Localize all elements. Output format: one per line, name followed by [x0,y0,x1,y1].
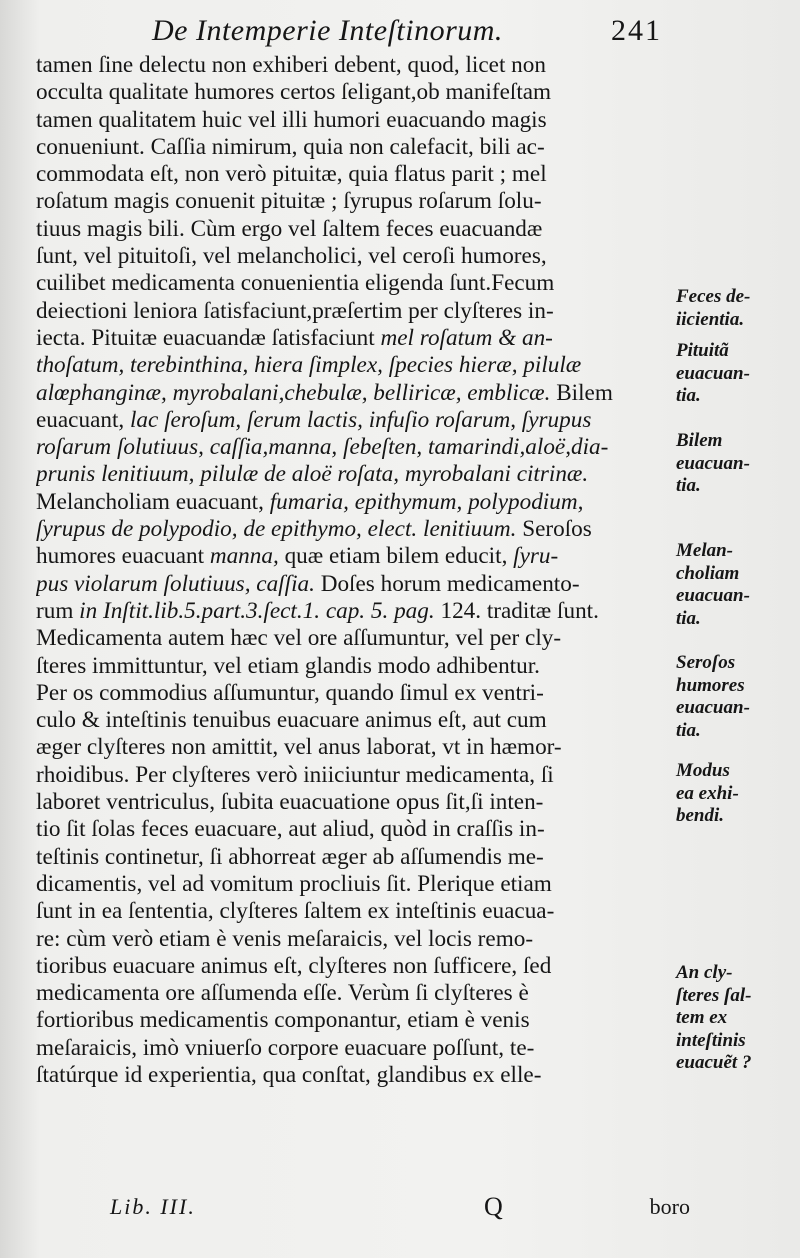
margin-note-line: inteſtinis [676,1029,746,1051]
text-line [36,516,676,543]
margin-note-line: tia. [676,607,701,629]
margin-note-line: Bilem [676,430,723,451]
text-segment: meſaraicis, imò vniuerſo corpore euacuare poſſunt, te- [36,1034,535,1061]
text-line [36,134,676,161]
margin-note [676,962,794,1075]
text-line [36,598,676,625]
margin-note-line: humores [676,674,745,696]
text-segment: cuilibet medicamenta conuenientia eligenda ſunt.Fecum [36,270,555,297]
italic-text-segment: ſyru- [513,543,559,570]
italic-text-segment: thoſatum, terebinthina, hiera ſimplex, ſpecies hieræ, pilulæ [36,352,582,379]
text-segment: 124. traditæ ſunt. [434,597,599,624]
signature-mark: Q [484,1192,503,1221]
text-line [36,953,676,980]
text-line [36,1035,676,1062]
text-segment: Doſes horum medicamento- [314,570,580,597]
text-line [36,1007,676,1034]
text-line [36,1062,676,1089]
text-segment: quæ etiam bilem educit, [278,543,514,570]
text-segment: ſunt, vel pituitoſi, vel melancholici, vel ceroſi humores, [36,243,547,270]
text-line [36,980,676,1007]
running-head: De Intemperie Inteſtinorum. [152,14,503,47]
text-line [36,79,676,106]
catchword: boro [649,1194,690,1219]
italic-text-segment: roſarum ſolutiuus, caſſia,manna, ſebeſten, tamarindi,aloë,dia- [36,434,609,461]
text-segment: ſunt in ea ſententia, clyſteres ſaltem ex inteſtinis euacua- [36,898,555,925]
text-segment: roſatum magis conuenit pituitæ ; ſyrupus roſarum ſolu- [36,188,542,215]
body-text [36,52,676,1089]
text-segment: laboret ventriculus, ſubita euacuatione opus ſit,ſi inten- [36,789,544,816]
text-segment: tio ſit ſolas feces euacuare, aut aliud, quòd in craſſis in- [36,816,545,843]
italic-text-segment: prunis lenitiuum, pilulæ de aloë roſata, myrobalani citrinæ. [36,461,589,488]
margin-note-line: Melan- [676,540,733,561]
margin-note-line: bendi. [676,805,725,826]
margin-note-line: tem ex [676,1007,728,1028]
text-line [36,489,676,516]
margin-note-line: euacuan- [676,362,750,384]
text-line [36,734,676,761]
text-line [36,270,676,297]
text-segment: Melancholiam euacuant, [36,488,270,515]
text-segment: re: cùm verò etiam è venis meſaraicis, vel locis remo- [36,925,534,952]
text-line [36,762,676,789]
text-line [36,216,676,243]
text-line [36,816,676,843]
italic-text-segment: manna, [209,543,279,570]
italic-text-segment: mel roſatum & an- [380,324,553,351]
italic-text-segment: lac ſeroſum, ſerum lactis, infuſio roſarum, ſyrupus [129,406,592,433]
text-segment: Per os commodius aſſumuntur, quando ſimul ex ventri- [36,679,544,706]
text-line [36,789,676,816]
margin-note-line: Pituitã [676,340,729,361]
text-segment: dicamentis, vel ad vomitum procliuis ſit. Plerique etiam [36,870,552,897]
text-segment: deiectioni leniora ſatisfaciunt,præſertim per clyſteres in- [36,297,554,324]
text-segment: æger clyſteres non amittit, vel anus laborat, vt in hæmor- [36,734,562,761]
text-line [36,871,676,898]
text-line [36,571,676,598]
text-line [36,407,676,434]
margin-note-line: iicientia. [676,308,745,330]
text-line [36,352,676,379]
margin-note [676,430,794,498]
text-segment: Medicamenta autem hæc vel ore aſſumuntur, vel per cly- [36,625,562,652]
text-segment: culo & inteſtinis tenuibus euacuare animus eſt, aut cum [36,707,547,734]
text-segment: ſtatúrque id experientia, qua conſtat, glandibus ex elle- [36,1061,542,1088]
text-line [36,844,676,871]
text-line [36,380,676,407]
text-line [36,52,676,79]
page-footer [110,1194,690,1228]
margin-note [676,760,794,828]
text-segment: rhoidibus. Per clyſteres verò iniiciuntur medicamenta, ſi [36,761,554,788]
text-line [36,188,676,215]
margin-note-line: euacuan- [676,585,750,606]
text-line [36,707,676,734]
text-segment: rum [36,597,80,624]
margin-note-line: ea exhi- [676,782,739,804]
text-line [36,898,676,925]
text-line [36,161,676,188]
text-line [36,543,676,570]
text-line [36,461,676,488]
text-line [36,653,676,680]
book-reference: Lib. III. [110,1194,196,1219]
text-segment: conueniunt. Caſſia nimirum, quia non calefacit, bili ac- [36,133,545,160]
margin-note-line: tia. [676,719,701,741]
text-segment: tioribus euacuare animus eſt, clyſteres non ſufficere, ſed [36,952,552,979]
text-segment: tamen qualitatem huic vel illi humori euacuando magis [36,106,547,133]
italic-text-segment: in Inſtit.lib.5.part.3.ſect.1. cap. 5. pag. [79,597,435,624]
italic-text-segment: pus violarum ſolutiuus, caſſia. [36,570,315,597]
margin-note [676,540,794,630]
margin-note-line: euacuan- [676,697,750,718]
text-segment: tiuus magis bili. Cùm ergo vel ſaltem feces euacuandæ [36,215,543,242]
text-line [36,625,676,652]
text-line [36,434,676,461]
margin-note-line: choliam [676,562,740,584]
margin-note-line: An cly- [676,962,733,983]
text-segment: Seroſos [516,516,592,543]
margin-note-line: ſteres ſal- [676,984,752,1006]
margin-note [676,286,794,331]
text-line [36,107,676,134]
text-line [36,298,676,325]
text-segment: tamen ſine delectu non exhiberi debent, quod, licet non [36,52,546,78]
text-line [36,926,676,953]
italic-text-segment: alœphanginæ, myrobalani,chebulæ, belliricæ, emblicæ. [36,379,551,406]
margin-note [676,340,794,408]
margin-note-line: euacuan- [676,452,750,474]
text-line [36,325,676,352]
margin-note-line: Seroſos [676,652,736,673]
margin-note [676,652,794,742]
text-segment: euacuant, [36,406,130,433]
text-segment: occulta qualitate humores certos ſeligant,ob manifeſtam [36,79,552,106]
margin-notes [676,0,796,1258]
page-number: 241 [611,14,662,47]
text-segment: fortioribus medicamentis componantur, etiam è venis [36,1007,530,1034]
italic-text-segment: fumaria, epithymum, polypodium, [269,488,584,515]
text-segment: medicamenta ore aſſumenda eſſe. Verùm ſi clyſteres è [36,980,529,1007]
margin-note-line: Modus [676,760,730,781]
italic-text-segment: ſyrupus de polypodio, de epithymo, elect. lenitiuum. [36,516,517,543]
margin-note-line: tia. [676,475,701,496]
margin-note-line: euacuẽt ? [676,1052,752,1073]
margin-note-line: tia. [676,385,701,406]
page-header [140,14,660,50]
text-line [36,243,676,270]
text-segment: humores euacuant [36,543,210,570]
text-segment: ſteres immittuntur, vel etiam glandis modo adhibentur. [36,652,540,679]
text-line [36,680,676,707]
text-segment: commodata eſt, non verò pituitæ, quia flatus parit ; mel [36,161,547,188]
text-segment: teſtinis continetur, ſi abhorreat æger ab aſſumendis me- [36,843,544,870]
text-segment: Bilem [550,379,613,406]
margin-note-line: Feces de- [676,286,751,307]
text-segment: iecta. Pituitæ euacuandæ ſatisfaciunt [36,324,381,351]
